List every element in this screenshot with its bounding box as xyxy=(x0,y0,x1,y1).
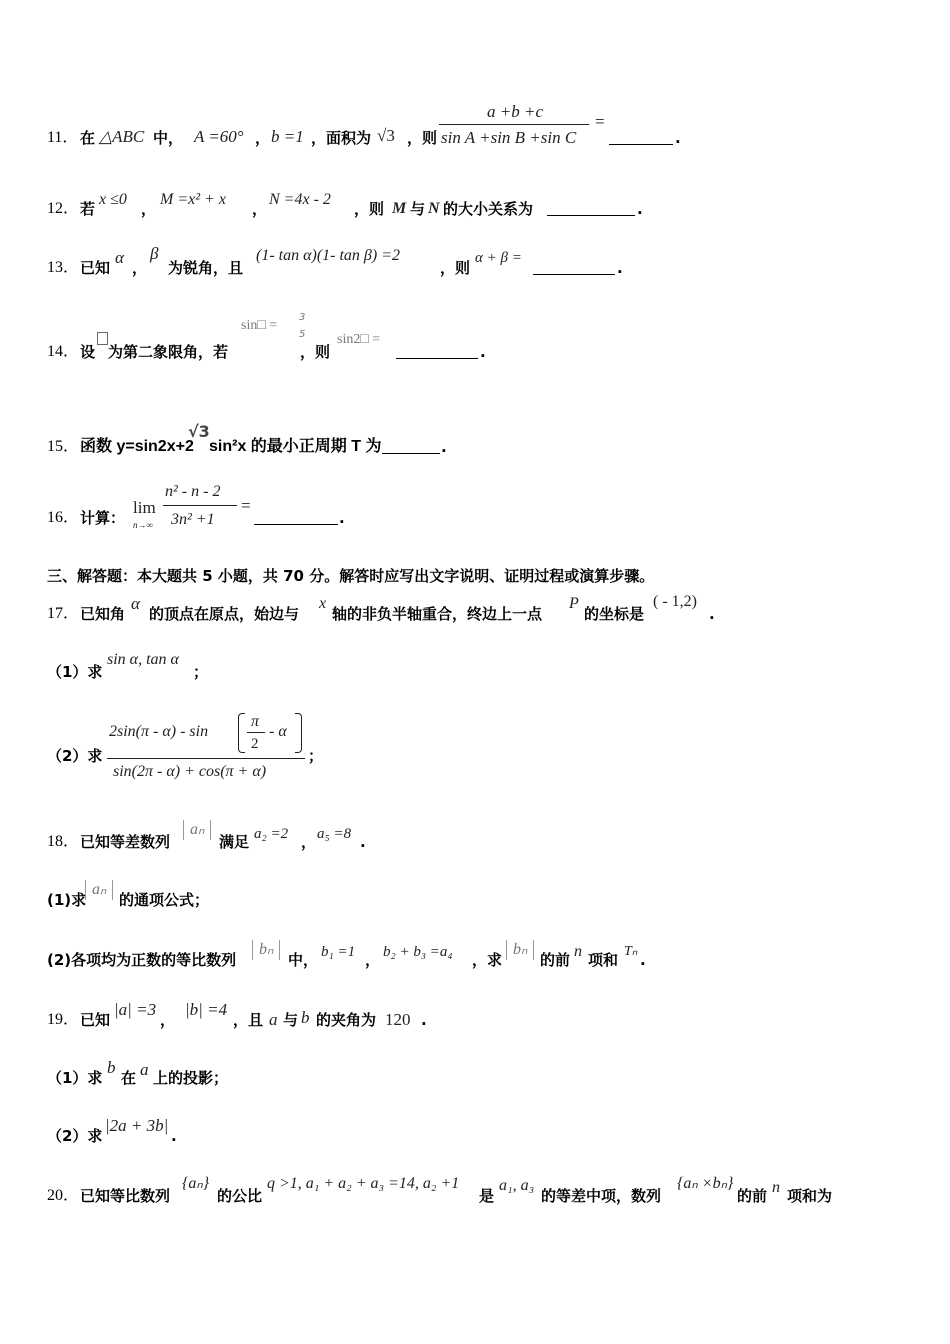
text: ， xyxy=(132,259,148,277)
math-abs-a: |a| =3 xyxy=(114,1000,157,1019)
fraction-numerator: 3 xyxy=(299,312,306,323)
text: （1）求 xyxy=(47,663,103,681)
fraction-denominator: sin A +sin B +sin C xyxy=(441,128,577,147)
text: 与 xyxy=(283,1011,299,1029)
var-M: M xyxy=(392,200,407,217)
text: 已知 xyxy=(80,1011,111,1029)
text: 在 xyxy=(121,1069,137,1087)
pi-over-2-numerator: π xyxy=(251,713,260,730)
answer-blank[interactable] xyxy=(609,130,673,145)
text: ，则 xyxy=(300,343,331,361)
lim: lim xyxy=(133,498,156,517)
text: ，则 xyxy=(354,200,385,218)
text: 为锐角，且 xyxy=(168,259,244,277)
math-anbn-set: {aₙ ×bₙ} xyxy=(677,1175,734,1192)
text: 轴的非负半轴重合，终边上一点 xyxy=(332,605,543,623)
text: ， xyxy=(301,833,317,851)
math-alpha: α xyxy=(115,248,124,267)
text: （2）求 xyxy=(47,747,103,765)
period: . xyxy=(640,951,646,969)
question-number: 16． xyxy=(47,509,80,526)
text: ； xyxy=(193,663,209,681)
lim-subscript: n→∞ xyxy=(133,520,153,530)
text: 已知角 xyxy=(80,605,126,623)
text: 的通项公式； xyxy=(119,891,210,909)
text: ，则 xyxy=(440,259,471,277)
text: 满足 xyxy=(219,833,250,851)
period: . xyxy=(675,129,681,147)
question-number: 11． xyxy=(47,129,79,146)
var-N: N xyxy=(428,200,440,217)
text: 在 xyxy=(80,129,96,147)
question-number: 18． xyxy=(47,833,80,850)
question-number: 12． xyxy=(47,200,80,217)
period: . xyxy=(709,605,715,623)
text: 设 xyxy=(80,343,96,361)
math-expression: sin α, tan α xyxy=(107,651,179,668)
math-condition: x ≤0 xyxy=(99,191,127,208)
question-number: 14． xyxy=(47,343,80,360)
fraction-line xyxy=(163,505,237,506)
text: （2）求 xyxy=(47,1127,103,1145)
math-Tn: Tₙ xyxy=(624,944,638,959)
math-x: x xyxy=(319,595,327,612)
math-b2-b3: b₂ + b₃ =a₄ xyxy=(383,944,453,960)
fraction-line-small xyxy=(247,732,265,733)
math-n: n xyxy=(772,1179,780,1196)
vector-a: a xyxy=(140,1060,149,1079)
math-M: M =x² + x xyxy=(160,191,226,208)
math-a1-a3: a₁, a₃ xyxy=(499,1177,535,1194)
text: 上的投影； xyxy=(153,1069,229,1087)
period: . xyxy=(480,343,486,361)
math-alpha: α xyxy=(131,594,140,613)
text: 函数 y=sin2x+2 xyxy=(80,438,194,455)
text: 项和 xyxy=(588,951,619,969)
text: （1）求 xyxy=(47,1069,103,1087)
text: 项和为 xyxy=(787,1187,833,1205)
section-title: 三、解答题：本大题共 5 小题，共 70 分。解答时应写出文字说明、证明过程或演算步骤。 xyxy=(47,567,655,585)
text: ， xyxy=(141,200,157,218)
text: 中， xyxy=(153,129,184,147)
sin2-image-text: sin2□ = xyxy=(337,332,381,347)
text: sin²x 的最小正周期 T 为 xyxy=(209,438,382,455)
math-coordinate: ( - 1,2) xyxy=(653,593,697,610)
period: . xyxy=(421,1011,427,1029)
period: . xyxy=(637,200,643,218)
fraction-line xyxy=(439,124,589,125)
text: 的前 xyxy=(540,951,571,969)
math-P: P xyxy=(569,595,579,612)
text: ； xyxy=(308,747,324,765)
fraction-line xyxy=(107,758,305,759)
vector-b: b xyxy=(107,1058,116,1077)
text: ， xyxy=(252,200,268,218)
period: . xyxy=(360,833,366,851)
text: ， xyxy=(255,129,271,147)
math-b1: b₁ =1 xyxy=(321,944,356,960)
answer-blank[interactable] xyxy=(382,439,440,454)
question-number: 20． xyxy=(47,1187,80,1204)
text: 若 xyxy=(80,200,96,218)
text: 为第二象限角，若 xyxy=(108,343,229,361)
question-number: 19． xyxy=(47,1011,80,1028)
text: 的坐标是 xyxy=(584,605,645,623)
text: 的大小关系为 xyxy=(443,200,534,218)
period: . xyxy=(441,438,447,456)
math-a5: a₅ =8 xyxy=(317,826,352,842)
text: 的等差中项，数列 xyxy=(541,1187,662,1205)
text: 与 xyxy=(410,200,426,218)
text: 中， xyxy=(288,951,319,969)
answer-blank[interactable] xyxy=(547,201,635,216)
fraction-denominator: 5 xyxy=(299,329,306,340)
question-number: 13． xyxy=(47,259,80,276)
math-sqrt3: √3 xyxy=(188,422,210,441)
text: (2)各项均为正数的等比数列 xyxy=(47,951,237,969)
math-sum: α + β = xyxy=(475,250,522,266)
math-abs-2a-3b: |2a + 3b| xyxy=(105,1116,169,1135)
sin-image-text: sin□ = xyxy=(241,318,278,333)
paren-right xyxy=(295,713,302,753)
vector-b: b xyxy=(301,1008,310,1027)
text: ，面积为 xyxy=(311,129,372,147)
pi-over-2-denominator: 2 xyxy=(251,736,259,752)
math-bn: bₙ xyxy=(252,940,280,960)
answer-blank[interactable] xyxy=(254,510,338,525)
text: 已知 xyxy=(80,259,111,277)
fraction-numerator: a +b +c xyxy=(487,102,543,121)
math-angle: A =60° xyxy=(194,127,244,146)
math-condition: q >1, a₁ + a₂ + a₃ =14, a₂ +1 xyxy=(267,1175,460,1192)
placeholder-glyph xyxy=(97,332,108,345)
text: ，则 xyxy=(407,129,438,147)
equals: = xyxy=(241,496,251,515)
text: ，求 xyxy=(472,951,503,969)
text: ， xyxy=(365,951,381,969)
text: 已知等比数列 xyxy=(80,1187,171,1205)
period: . xyxy=(617,259,623,277)
text: 计算： xyxy=(80,509,126,527)
math-beta: β xyxy=(150,244,159,263)
math-an-set: {aₙ} xyxy=(182,1175,210,1192)
math-an: aₙ xyxy=(85,880,113,900)
angle-value: 120 xyxy=(385,1010,411,1029)
text: ，且 xyxy=(233,1011,264,1029)
paren-left xyxy=(238,713,245,753)
text: (1)求 xyxy=(47,891,87,909)
text: 的顶点在原点，始边与 xyxy=(149,605,300,623)
numerator-part: - α xyxy=(269,723,287,740)
question-number: 17． xyxy=(47,605,80,622)
period: . xyxy=(171,1127,177,1145)
math-abs-b: |b| =4 xyxy=(185,1000,228,1019)
fraction-denominator: 3n² +1 xyxy=(171,511,215,528)
math-a2: a₂ =2 xyxy=(254,826,289,842)
text: 的前 xyxy=(737,1187,768,1205)
answer-blank[interactable] xyxy=(396,344,478,359)
period: . xyxy=(339,509,345,527)
answer-blank[interactable] xyxy=(533,260,615,275)
text: 的公比 xyxy=(217,1187,263,1205)
math-triangle: △ABC xyxy=(99,127,145,146)
vector-a: a xyxy=(269,1010,278,1029)
math-sqrt3: √3 xyxy=(377,126,395,145)
math-bn: bₙ xyxy=(506,940,534,960)
text: 已知等差数列 xyxy=(80,833,171,851)
math-an: aₙ xyxy=(183,820,211,840)
question-number: 15． xyxy=(47,438,80,455)
math-expression: (1- tan α)(1- tan β) =2 xyxy=(256,247,401,264)
math-b: b =1 xyxy=(271,127,304,146)
denominator: sin(2π - α) + cos(π + α) xyxy=(113,763,267,780)
equals: = xyxy=(595,112,605,131)
text: 是 xyxy=(479,1187,495,1205)
math-N: N =4x - 2 xyxy=(269,191,331,208)
text: ， xyxy=(160,1011,176,1029)
numerator-part: 2sin(π - α) - sin xyxy=(109,723,209,740)
text: 的夹角为 xyxy=(316,1011,377,1029)
fraction-numerator: n² - n - 2 xyxy=(165,483,221,500)
math-n: n xyxy=(574,943,582,960)
